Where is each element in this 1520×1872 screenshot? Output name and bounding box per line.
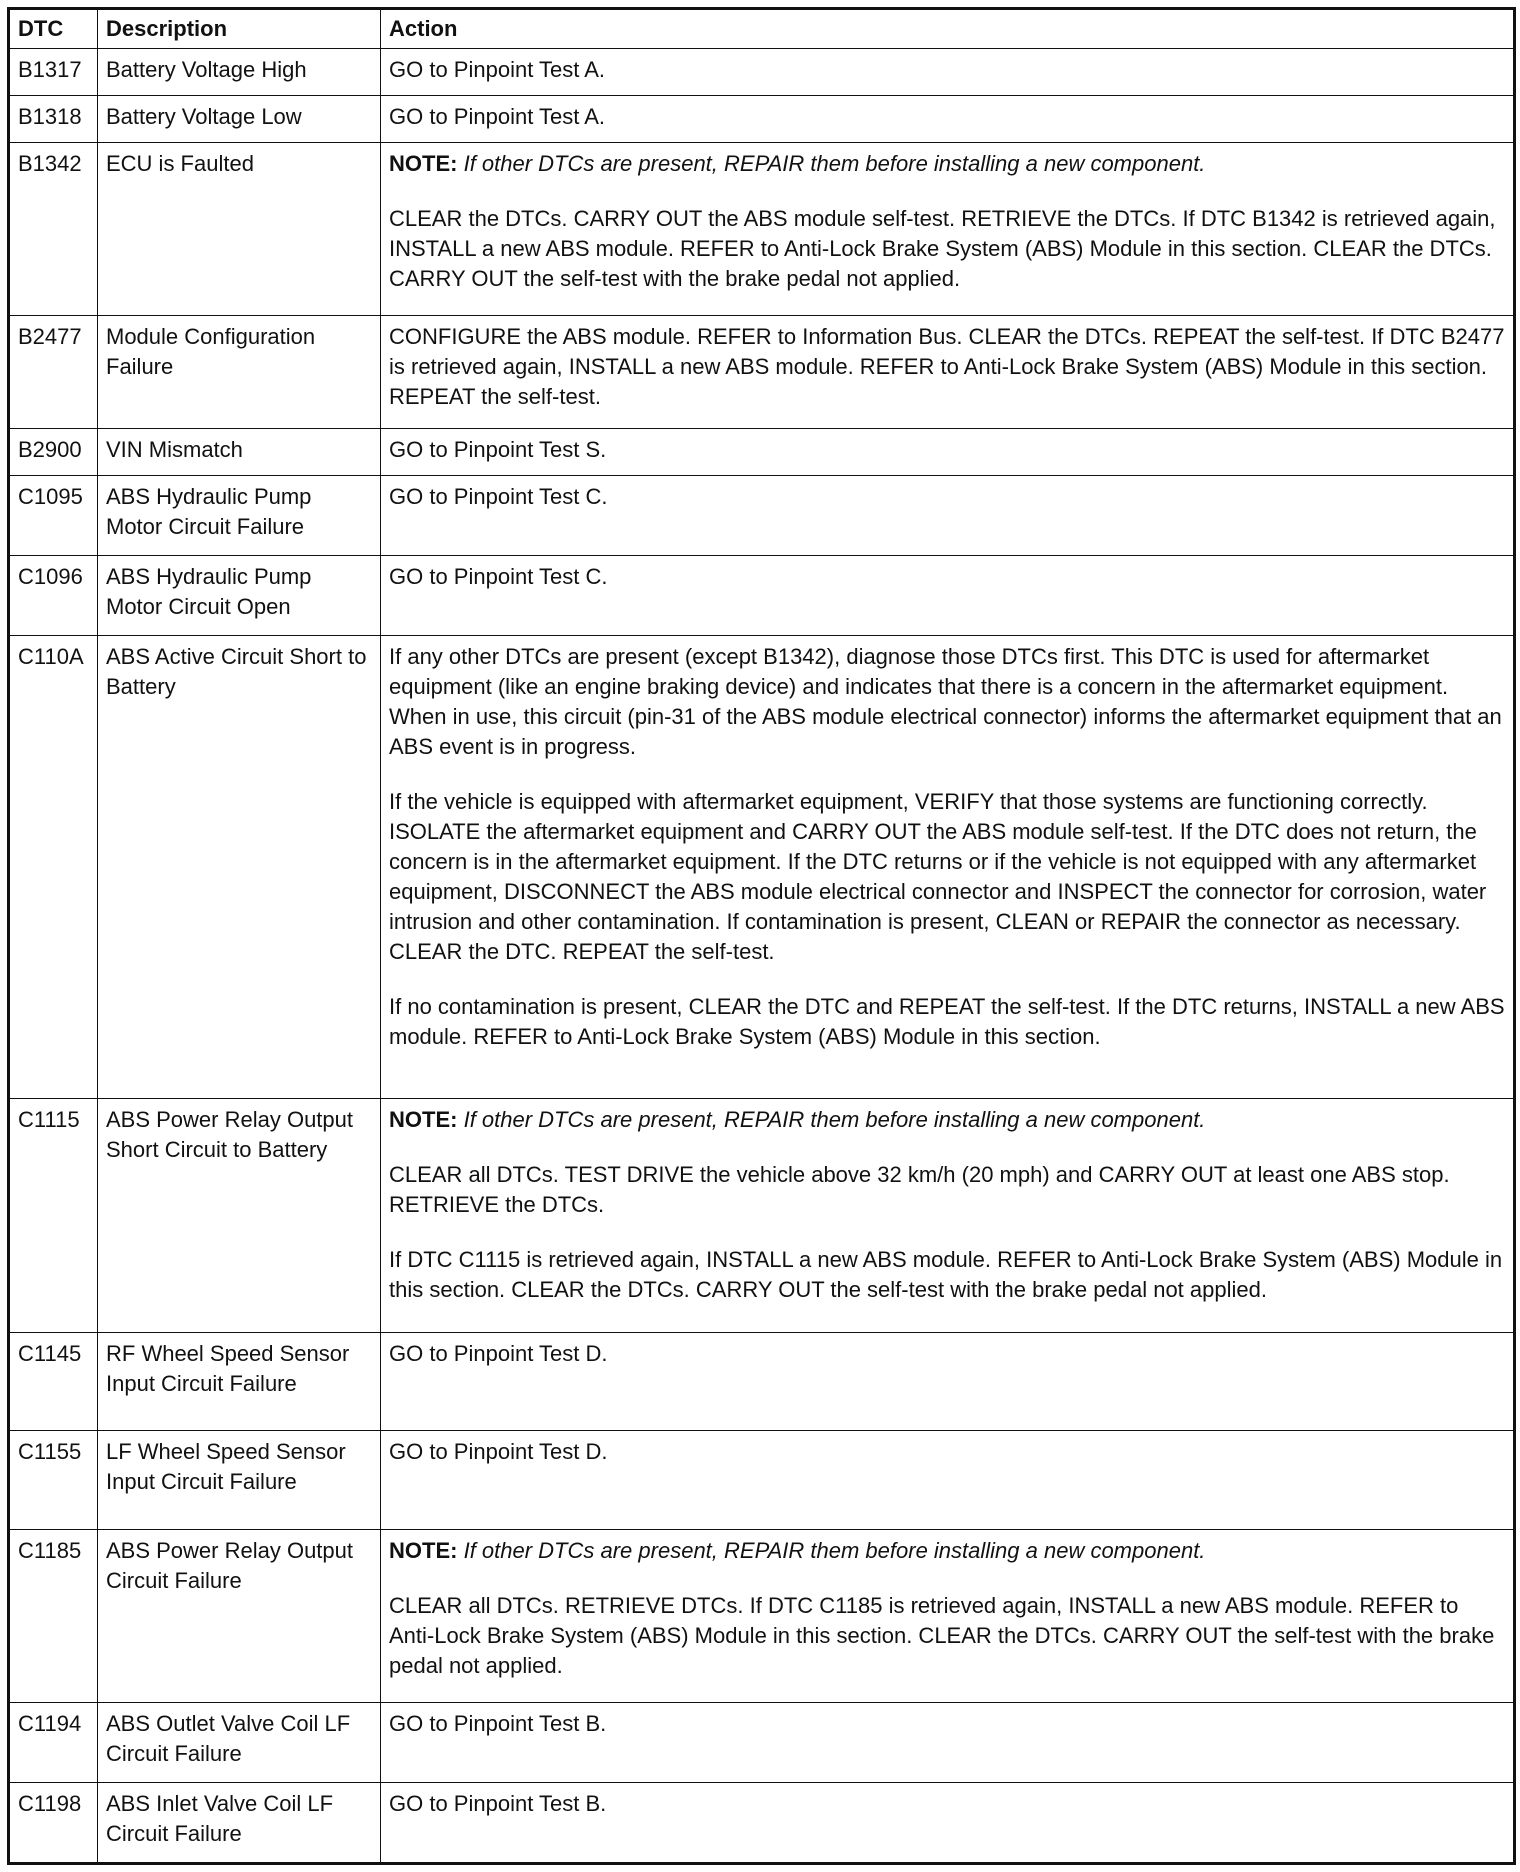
table-row	[9, 316, 1515, 429]
note	[389, 1536, 1505, 1566]
dtc-table	[7, 7, 1516, 1865]
dtc-code: B1317	[9, 49, 98, 96]
action-paragraph: CONFIGURE the ABS module. REFER to Information Bus. CLEAR the DTCs. REPEAT the self-test. If DTC B2477 is retrieved again, INSTALL a new ABS module. REFER to Anti-Lock Brake System (ABS) Module in this section. REPEAT the self-test.	[389, 324, 1505, 410]
action-paragraph: GO to Pinpoint Test S.	[389, 437, 607, 463]
dtc-description: ABS Power Relay Output Short Circuit to Battery	[98, 1099, 381, 1332]
dtc-action	[381, 476, 1515, 556]
table-row	[9, 429, 1515, 476]
table-row	[9, 1702, 1515, 1782]
dtc-action	[381, 316, 1515, 429]
note-label: NOTE:	[389, 1107, 458, 1133]
dtc-description: ABS Power Relay Output Circuit Failure	[98, 1529, 381, 1702]
table-row	[9, 49, 1515, 96]
dtc-action	[381, 1431, 1515, 1530]
dtc-description: ABS Inlet Valve Coil LF Circuit Failure	[98, 1782, 381, 1863]
action-paragraph: GO to Pinpoint Test C.	[389, 564, 608, 590]
note-text: If other DTCs are present, REPAIR them before installing a new component.	[463, 151, 1206, 177]
dtc-description: Module Configuration Failure	[98, 316, 381, 429]
dtc-description: ABS Outlet Valve Coil LF Circuit Failure	[98, 1702, 381, 1782]
dtc-action	[381, 1782, 1515, 1863]
table-row	[9, 636, 1515, 1099]
dtc-code: C1096	[9, 556, 98, 636]
dtc-code: C1194	[9, 1702, 98, 1782]
action-paragraph: GO to Pinpoint Test A.	[389, 57, 606, 82]
action-paragraph: If no contamination is present, CLEAR the DTC and REPEAT the self-test. If the DTC returns, INSTALL a new ABS module. REFER to Anti-Lock Brake System (ABS) Module in this section.	[389, 994, 1505, 1050]
dtc-action	[381, 49, 1515, 96]
action-paragraph: If the vehicle is equipped with aftermarket equipment, VERIFY that those systems are functioning correctly. ISOLATE the aftermarket equipment and CARRY OUT the ABS module self-test. If the DTC does not return, the concern is in the aftermarket equipment. If the DTC returns or if the vehicle is not equipped with any aftermarket equipment, DISCONNECT the ABS module electrical connector and INSPECT the connector for corrosion, water intrusion and other contamination. If contamination is present, CLEAN or REPAIR the connector as necessary. CLEAR the DTC. REPEAT the self-test.	[389, 789, 1487, 965]
table-row	[9, 96, 1515, 143]
dtc-code: B2477	[9, 316, 98, 429]
note-label: NOTE:	[389, 151, 458, 177]
table-body	[9, 49, 1515, 1864]
table-row	[9, 1782, 1515, 1863]
dtc-code: C1198	[9, 1782, 98, 1863]
dtc-code: C1155	[9, 1431, 98, 1530]
dtc-description: ABS Hydraulic Pump Motor Circuit Open	[98, 556, 381, 636]
dtc-action	[381, 1332, 1515, 1431]
action-paragraph: CLEAR the DTCs. CARRY OUT the ABS module self-test. RETRIEVE the DTCs. If DTC B1342 is retrieved again, INSTALL a new ABS module. REFER to Anti-Lock Brake System (ABS) Module in this section. CLEAR the DTCs. CARRY OUT the self-test with the brake pedal not applied.	[389, 206, 1496, 292]
action-paragraph: CLEAR all DTCs. RETRIEVE DTCs. If DTC C1185 is retrieved again, INSTALL a new ABS module. REFER to Anti-Lock Brake System (ABS) Module in this section. CLEAR the DTCs. CARRY OUT the self-test with the brake pedal not applied.	[389, 1592, 1495, 1678]
dtc-description: ABS Hydraulic Pump Motor Circuit Failure	[98, 476, 381, 556]
dtc-code: C110A	[9, 636, 98, 1099]
dtc-action	[381, 429, 1515, 476]
table-header-row	[9, 9, 1515, 49]
dtc-action	[381, 143, 1515, 316]
dtc-action	[381, 1099, 1515, 1332]
dtc-action	[381, 636, 1515, 1099]
table-row	[9, 143, 1515, 316]
table-row	[9, 1431, 1515, 1530]
dtc-action	[381, 1702, 1515, 1782]
action-paragraph: If DTC C1115 is retrieved again, INSTALL a new ABS module. REFER to Anti-Lock Brake System (ABS) Module in this section. CLEAR the DTCs. CARRY OUT the self-test with the brake pedal not applied.	[389, 1247, 1503, 1303]
dtc-description: Battery Voltage Low	[98, 96, 381, 143]
note	[389, 1105, 1505, 1135]
action-paragraph: CLEAR all DTCs. TEST DRIVE the vehicle above 32 km/h (20 mph) and CARRY OUT at least one ABS stop. RETRIEVE the DTCs.	[389, 1162, 1450, 1218]
note-label: NOTE:	[389, 1537, 458, 1563]
dtc-description: Battery Voltage High	[98, 49, 381, 96]
action-paragraph: GO to Pinpoint Test C.	[389, 484, 608, 510]
dtc-description: ABS Active Circuit Short to Battery	[98, 636, 381, 1099]
action-paragraph: GO to Pinpoint Test D.	[389, 1439, 608, 1465]
action-paragraph: GO to Pinpoint Test A.	[389, 104, 606, 130]
dtc-action	[381, 96, 1515, 143]
dtc-code: B1342	[9, 143, 98, 316]
table-row	[9, 1332, 1515, 1431]
table-row	[9, 556, 1515, 636]
action-paragraph: If any other DTCs are present (except B1342), diagnose those DTCs first. This DTC is used for aftermarket equipment (like an engine braking device) and indicates that there is a concern in the aftermarket equipment. When in use, this circuit (pin-31 of the ABS module electrical connector) informs the aftermarket equipment that an ABS event is in progress.	[389, 644, 1502, 760]
dtc-description: ECU is Faulted	[98, 143, 381, 316]
dtc-description: LF Wheel Speed Sensor Input Circuit Failure	[98, 1431, 381, 1530]
dtc-code: C1185	[9, 1529, 98, 1702]
header-description: Description	[98, 9, 381, 49]
dtc-description: RF Wheel Speed Sensor Input Circuit Failure	[98, 1332, 381, 1431]
note-text: If other DTCs are present, REPAIR them before installing a new component.	[463, 1107, 1206, 1133]
dtc-code: C1115	[9, 1099, 98, 1332]
dtc-description: VIN Mismatch	[98, 429, 381, 476]
dtc-action	[381, 1529, 1515, 1702]
header-action: Action	[381, 9, 1515, 49]
action-paragraph: GO to Pinpoint Test B.	[389, 1790, 607, 1816]
header-dtc: DTC	[9, 9, 98, 49]
table-row	[9, 1099, 1515, 1332]
dtc-code: B1318	[9, 96, 98, 143]
note	[389, 149, 1505, 179]
dtc-action	[381, 556, 1515, 636]
action-paragraph: GO to Pinpoint Test B.	[389, 1710, 607, 1736]
dtc-code: C1095	[9, 476, 98, 556]
note-text: If other DTCs are present, REPAIR them before installing a new component.	[463, 1537, 1206, 1563]
dtc-code: C1145	[9, 1332, 98, 1431]
dtc-code: B2900	[9, 429, 98, 476]
table-row	[9, 1529, 1515, 1702]
table-row	[9, 476, 1515, 556]
action-paragraph: GO to Pinpoint Test D.	[389, 1340, 608, 1366]
